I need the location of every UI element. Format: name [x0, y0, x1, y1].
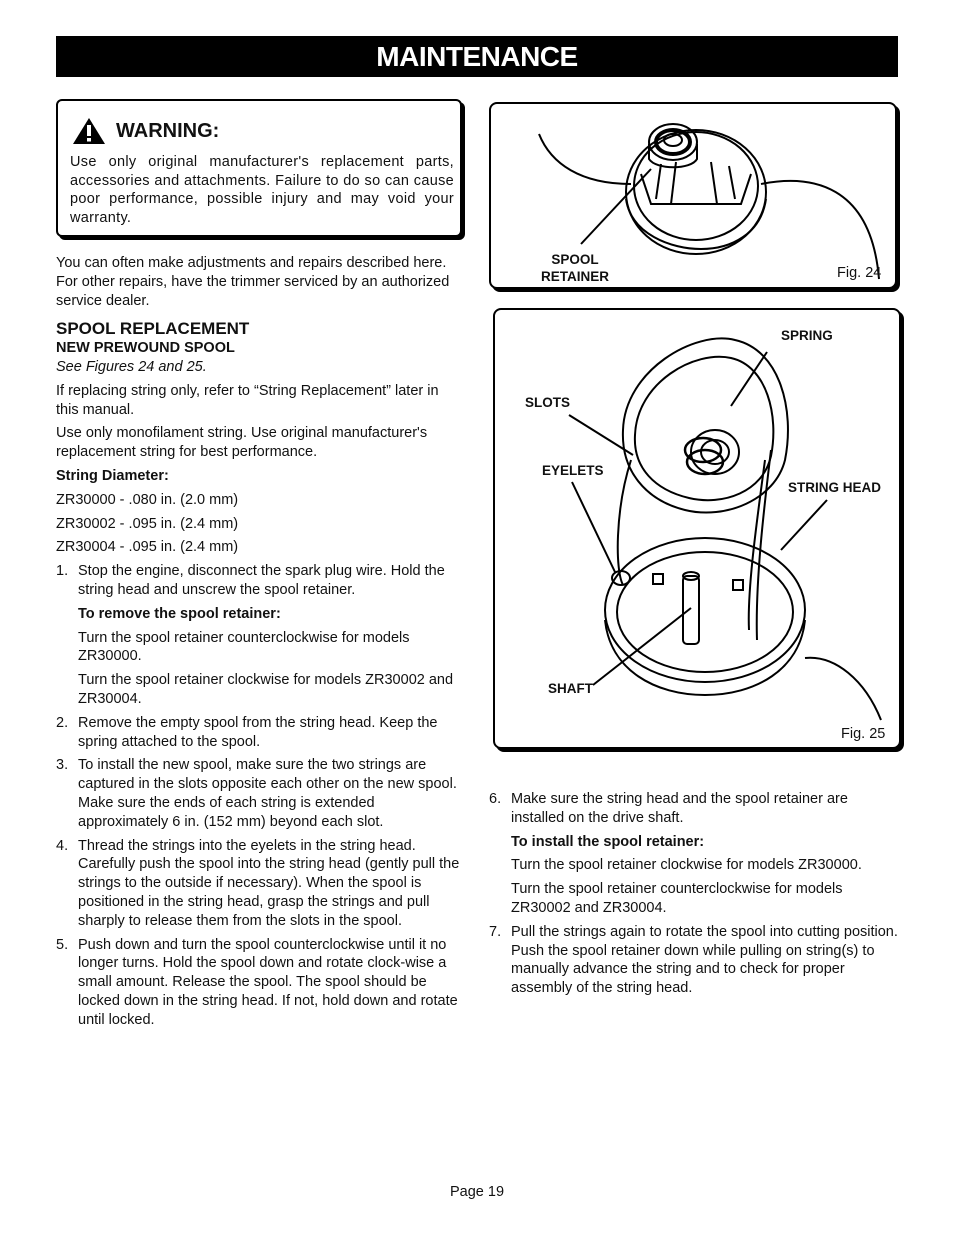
figure-label: Fig. 25	[841, 726, 886, 742]
paragraph-monofilament: Use only monofilament string. Use original manufacturer's replacement string for best performance.	[56, 425, 428, 461]
step-text: To install the new spool, make sure the two strings are captured in the slots opposite each other on the new spool. Make sure the ends of each string is extended approximately 6 in. (152 mm) beyond each slot.	[78, 757, 457, 830]
callout-slots: SLOTS	[525, 395, 571, 410]
step-text: Pull the strings again to rotate the spool into cutting position. Push the spool retainer down while pulling on string(s) to manually advance the string and to check for proper assembly of the string head.	[511, 923, 898, 997]
warning-box	[56, 99, 462, 237]
callout-shaft: SHAFT	[548, 681, 593, 696]
diameter-line: ZR30000 - .080 in. (2.0 mm)	[56, 491, 239, 508]
page-header	[56, 36, 898, 77]
diameter-line: ZR30002 - .095 in. (2.4 mm)	[56, 515, 239, 532]
step-item	[56, 562, 462, 709]
step-number: 6.	[489, 791, 502, 807]
step-sub-line: Turn the spool retainer clockwise for models ZR30000.	[511, 857, 862, 874]
intro-paragraph: You can often make adjustments and repairs described here. For other repairs, have the trimmer serviced by an authorized service dealer.	[56, 255, 450, 309]
page-title: MAINTENANCE	[376, 41, 578, 72]
step-item	[489, 790, 899, 918]
step-number: 1.	[56, 563, 69, 580]
step-sub-line: Turn the spool retainer counterclockwise for models ZR30000.	[78, 629, 410, 665]
section-heading: SPOOL REPLACEMENT	[56, 319, 250, 339]
warning-text: Use only original manufacturer's replacement parts, accessories and attachments. Failure to do so can cause poor performance, possible injury and may void your warranty.	[70, 154, 454, 226]
callout-eyelets: EYELETS	[542, 463, 604, 478]
step-number: 3.	[56, 757, 69, 774]
step-item	[56, 837, 462, 931]
see-figures-note: See Figures 24 and 25.	[56, 358, 207, 375]
step-item	[56, 714, 462, 752]
step-text: Stop the engine, disconnect the spark plug wire. Hold the string head and unscrew the spool retainer.	[78, 563, 445, 598]
warning-triangle-icon	[72, 117, 106, 145]
diameter-line: ZR30004 - .095 in. (2.4 mm)	[56, 539, 239, 556]
step-number: 2.	[56, 714, 69, 731]
callout-line: SPOOL	[551, 252, 599, 267]
step-item	[489, 923, 899, 998]
callout-line: RETAINER	[540, 269, 609, 284]
step-text: Make sure the string head and the spool retainer are installed on the drive shaft.	[511, 791, 848, 826]
figure-24	[489, 102, 897, 289]
warning-title-row	[72, 117, 219, 145]
callout-spool-retainer	[535, 251, 615, 285]
callout-string-head: STRING HEAD	[788, 480, 882, 495]
paragraph-string-only: If replacing string only, refer to “String Replacement” later in this manual.	[56, 382, 439, 418]
step-text: Remove the empty spool from the string head. Keep the spring attached to the spool.	[78, 714, 438, 750]
step-sub-line: Turn the spool retainer counterclockwise for models ZR30002 and ZR30004.	[511, 881, 843, 916]
figure-25	[493, 308, 901, 749]
step-text: Thread the strings into the eyelets in the string head. Carefully push the spool into the string head (gently pull the strings to the outside if necessary). When the spool is positioned in the string head, grasp the strings and pull sharply to release them from the slots in the spool.	[78, 837, 460, 929]
step-sub-line: Turn the spool retainer clockwise for models ZR30002 and ZR30004.	[78, 672, 454, 707]
step-number: 4.	[56, 837, 69, 854]
string-diameter-label: String Diameter:	[56, 467, 169, 484]
step-text: Push down and turn the spool counterclockwise until it no longer turns. Hold the spool down and rotate clock-wise a small amount. Release the spool. The spool should be locked down in the string head. If not, hold down and rotate until locked.	[78, 936, 458, 1028]
figure-label: Fig. 24	[837, 265, 882, 281]
step-number: 5.	[56, 936, 69, 953]
step-item	[56, 756, 462, 831]
callout-spring: SPRING	[781, 328, 833, 343]
page-number: Page 19	[449, 1184, 505, 1200]
warning-title: WARNING:	[116, 119, 220, 142]
steps-list-left	[56, 562, 462, 1029]
step-sub-label: To remove the spool retainer:	[78, 605, 281, 622]
steps-list-right	[489, 790, 899, 998]
step-number: 7.	[489, 923, 502, 940]
left-column	[56, 254, 462, 1034]
step-item	[56, 936, 462, 1030]
right-column	[489, 790, 899, 1003]
step-sub-label: To install the spool retainer:	[511, 833, 705, 850]
sub-heading: NEW PREWOUND SPOOL	[56, 340, 235, 357]
